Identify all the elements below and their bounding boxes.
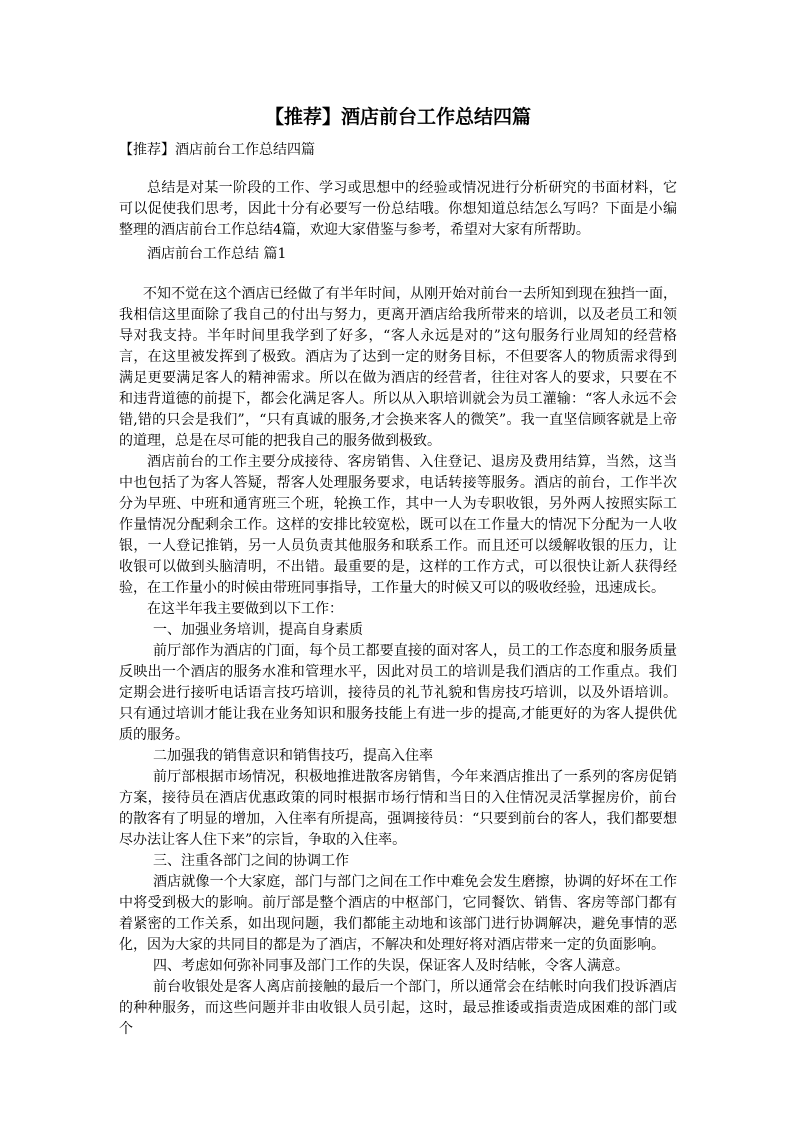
body-paragraph: 酒店就像一个大家庭，部门与部门之间在工作中难免会发生磨擦，协调的好坏在工作中将受到极大的影响。前厅部是整个酒店的中枢部门，它同餐饮、销售、客房等部门都有着紧密的工作关系，如出现问题，我们都能主动地和该部门进行协调解决，避免事情的恶化，因为大家的共同目的都是为了酒店，不解决和处理好将对酒店带来一定的负面影响。	[119, 874, 677, 953]
list-heading: 三、注重各部门之间的协调工作	[153, 853, 349, 869]
body-paragraph: 前厅部作为酒店的门面，每个员工都要直接的面对客人，员工的工作态度和服务质量反映出一个酒店的服务水准和管理水平，因此对员工的培训是我们酒店的工作重点。我们定期会进行接听电话语言技巧培训，接待员的礼节礼貌和售房技巧培训，以及外语培训。只有通过培训才能让我在业务知识和服务技能上有进一步的提高,才能更好的为客人提供优质的服务。	[119, 643, 677, 743]
document-title: 【推荐】酒店前台工作总结四篇	[264, 106, 531, 128]
body-paragraph: 前台收银处是客人离店前接触的最后一个部门，所以通常会在结帐时向我们投诉酒店的种种服务，而这些问题并非由收银人员引起，这时，最忌推诿或指责造成困难的部门或个	[119, 979, 677, 1037]
list-heading: 二加强我的销售意识和销售技巧，提高入住率	[153, 748, 433, 764]
document-subtitle: 【推荐】酒店前台工作总结四篇	[119, 142, 315, 158]
body-paragraph: 在这半年我主要做到以下工作：	[147, 601, 343, 617]
body-paragraph: 不知不觉在这个酒店已经做了有半年时间，从刚开始对前台一去所知到现在独挡一面，我相信这里面除了我自己的付出与努力，更离开酒店给我所带来的培训，以及老员工和领导对我支持。半年时间里我学到了好多，“客人永远是对的”这句服务行业周知的经营格言，在这里被发挥到了极致。酒店为了达到一定的财务目标，不但要客人的物质需求得到满足更要满足客人的精神需求。所以在做为酒店的经营者，往往对客人的要求，只要在不和违背道德的前提下，都会化满足客人。所以从入职培训就会为员工灌输：“客人永远不会错,错的只会是我们”，“只有真诚的服务,才会换来客人的微笑”。我一直坚信顾客就是上帝的道理，总是在尽可能的把我自己的服务做到极致。	[119, 286, 677, 449]
intro-paragraph: 总结是对某一阶段的工作、学习或思想中的经验或情况进行分析研究的书面材料，它可以促使我们思考，因此十分有必要写一份总结哦。你想知道总结怎么写吗？下面是小编整理的酒店前台工作总结4篇，欢迎大家借鉴与参考，希望对大家有所帮助。	[119, 180, 677, 238]
section-heading: 酒店前台工作总结 篇1	[147, 246, 287, 262]
list-heading: 四、考虑如何弥补同事及部门工作的失误，保证客人及时结帐，令客人满意。	[153, 958, 629, 974]
list-heading: 一、加强业务培训，提高自身素质	[153, 622, 363, 638]
document-body	[119, 284, 677, 1040]
body-paragraph: 前厅部根据市场情况，积极地推进散客房销售，今年来酒店推出了一系列的客房促销方案，接待员在酒店优惠政策的同时根据市场行情和当日的入住情况灵活掌握房价，前台的散客有了明显的增加，入住率有所提高，强调接待员：“只要到前台的客人，我们都要想尽办法让客人住下来”的宗旨，争取的入住率。	[119, 769, 677, 848]
body-paragraph: 酒店前台的工作主要分成接待、客房销售、入住登记、退房及费用结算，当然，这当中也包括了为客人答疑，帮客人处理服务要求，电话转接等服务。酒店的前台，工作半次分为早班、中班和通宵班三个班，轮换工作，其中一人为专职收银，另外两人按照实际工作量情况分配剩余工作。这样的安排比较宽松，既可以在工作量大的情况下分配为一人收银，一人登记推销，另一人员负责其他服务和联系工作。而且还可以缓解收银的压力，让收银可以做到头脑清明，不出错。最重要的是，这样的工作方式，可以很快让新人获得经验，在工作量小的时候由带班同事指导，工作量大的时候又可以的吸收经验，迅速成长。	[119, 454, 677, 596]
